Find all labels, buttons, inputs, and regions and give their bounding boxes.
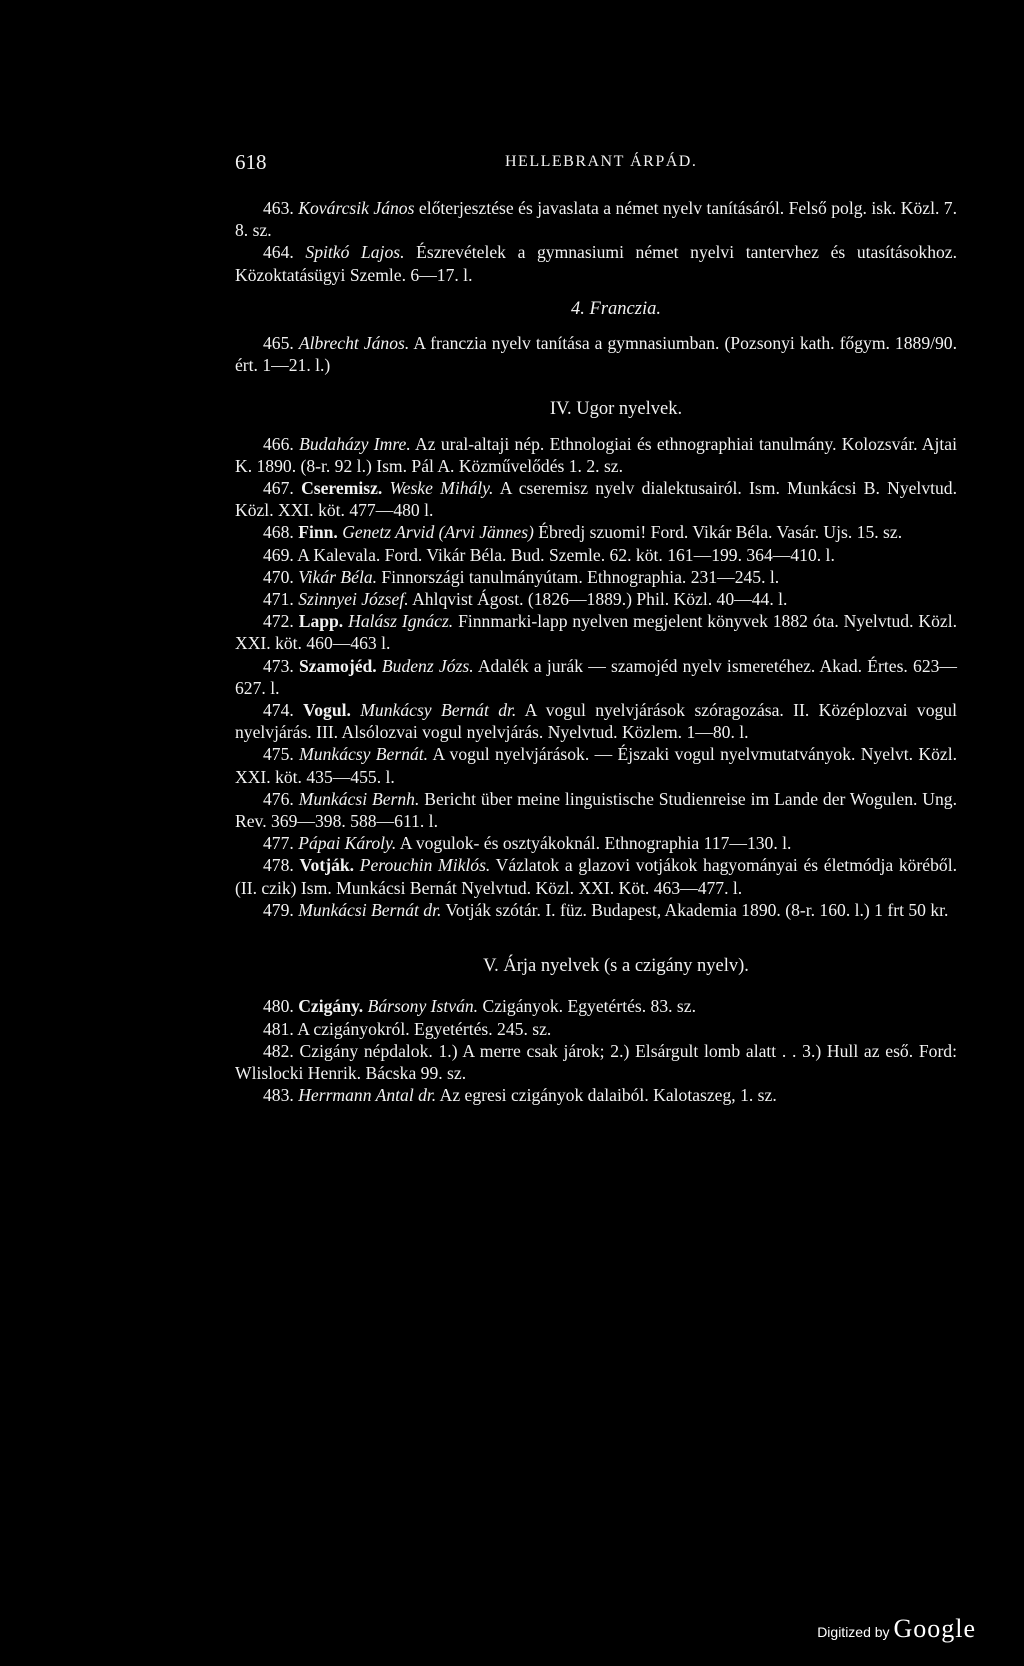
entry-author: Genetz Arvid (Arvi Jännes) bbox=[342, 522, 534, 543]
entry-author: Munkácsi Bernát dr. bbox=[298, 899, 442, 920]
entry-text: Bericht über meine linguistische Studienreise im Lande der Wogulen. Ung. Rev. 369—398. 588—611. l. bbox=[235, 788, 957, 832]
entry-number: 479. bbox=[263, 899, 294, 920]
bibliography-entry bbox=[235, 743, 957, 787]
entry-author: Szinnyei József. bbox=[298, 589, 409, 610]
bibliography-entry bbox=[235, 995, 957, 1017]
entry-text: Ébredj szuomi! Ford. Vikár Béla. Vasár. Ujs. 15. sz. bbox=[533, 522, 903, 543]
entry-author: Kovárcsik János bbox=[298, 198, 415, 218]
entry-text: Czigány népdalok. 1.) A merre csak járok; 2.) Elsárgult lomb alatt . . 3.) Hull az eső. Ford: Wlislocki Henrik. Bácska 99. sz. bbox=[235, 1040, 957, 1083]
entry-number: 476. bbox=[263, 788, 294, 809]
entry-text: Vázlatok a glazovi votjákok hagyományai és életmódja köréből. (II. czik) Ism. Munkácsi Bernát Nyelvtud. Közl. XXI. Köt. 463—477. l. bbox=[235, 855, 957, 898]
entry-group-ugor bbox=[235, 433, 957, 921]
entry-number: 467. bbox=[263, 478, 294, 499]
bibliography-entry bbox=[235, 521, 957, 543]
entry-text: Finnmarki-lapp nyelven megjelent könyvek 1882 óta. Nyelvtud. Közl. XXI. köt. 460—463 l. bbox=[235, 611, 957, 654]
entry-category: Cseremisz. bbox=[301, 478, 383, 499]
entry-number: 477. bbox=[263, 833, 294, 854]
entry-number: 472. bbox=[263, 611, 294, 632]
bibliography-entry bbox=[235, 1040, 957, 1084]
entry-text: Votják szótár. I. füz. Budapest, Akademia 1890. (8-r. 160. l.) 1 frt 50 kr. bbox=[441, 899, 949, 920]
entry-number: 478. bbox=[263, 855, 294, 876]
page-number: 618 bbox=[235, 150, 267, 174]
bibliography-entry bbox=[235, 699, 957, 743]
page-body bbox=[235, 197, 957, 1106]
entry-number: 470. bbox=[263, 566, 294, 587]
bibliography-entry bbox=[235, 197, 957, 241]
entry-author: Budenz Józs. bbox=[381, 655, 474, 676]
entry-text: A cseremisz nyelv dialektusairól. Ism. Munkácsi B. Nyelvtud. Közl. XXI. köt. 477—480 l. bbox=[235, 478, 957, 521]
entry-text: A vogul nyelvjárások. — Éjszaki vogul nyelvmutatványok. Nyelvt. Közl. XXI. köt. 435—455. l. bbox=[235, 744, 957, 787]
bibliography-entry bbox=[235, 544, 957, 566]
entry-number: 481. bbox=[263, 1018, 294, 1039]
entry-number: 469. bbox=[263, 544, 294, 565]
entry-author: Herrmann Antal dr. bbox=[298, 1085, 437, 1106]
bibliography-entry bbox=[235, 655, 957, 699]
running-head: HELLEBRANT ÁRPÁD. bbox=[505, 153, 698, 170]
entry-text: A franczia nyelv tanítása a gymnasiumban. (Pozsonyi kath. főgym. 1889/90. ért. 1—21. l.) bbox=[235, 333, 958, 376]
entry-author: Perouchin Miklós. bbox=[359, 855, 491, 876]
entry-text: A vogulok- és osztyákoknál. Ethnographia 117—130. l. bbox=[396, 833, 792, 854]
bibliography-entry bbox=[235, 832, 957, 854]
bibliography-entry bbox=[235, 241, 957, 285]
entry-author: Munkácsi Bernh. bbox=[298, 788, 420, 809]
bibliography-entry bbox=[235, 788, 957, 832]
entry-number: 480. bbox=[263, 996, 294, 1017]
bibliography-entry bbox=[235, 854, 957, 898]
bibliography-entry bbox=[235, 1084, 957, 1106]
bibliography-entry bbox=[235, 433, 957, 477]
entry-text: Finnországi tanulmányútam. Ethnographia. 231—245. l. bbox=[377, 566, 780, 587]
section-heading-arja: V. Árja nyelvek (s a czigány nyelv). bbox=[483, 956, 749, 977]
entry-author: Bársony István. bbox=[367, 996, 479, 1017]
bibliography-entry bbox=[235, 566, 957, 588]
entry-text: Adalék a jurák — szamojéd nyelv ismeretéhez. Akad. Értes. 623—627. l. bbox=[235, 655, 958, 698]
entry-text: Ahlqvist Ágost. (1826—1889.) Phil. Közl. 40—44. l. bbox=[408, 589, 788, 610]
entry-author: Budaházy Imre. bbox=[299, 433, 411, 454]
entry-author: Pápai Károly. bbox=[298, 833, 397, 854]
entry-number: 465. bbox=[263, 333, 294, 354]
entry-category: Szamojéd. bbox=[299, 655, 377, 676]
entry-author: Spitkó Lajos. bbox=[305, 242, 405, 263]
entry-text: A Kalevala. Ford. Vikár Béla. Bud. Szemle. 62. köt. 161—199. 364—410. l. bbox=[297, 544, 835, 565]
entry-number: 474. bbox=[263, 700, 294, 721]
section-heading-franczia: 4. Franczia. bbox=[571, 298, 661, 319]
bibliography-entry bbox=[235, 332, 957, 376]
bibliography-entry bbox=[235, 1018, 957, 1040]
entry-category: Lapp. bbox=[298, 611, 344, 632]
entry-text: előterjesztése és javaslata a német nyelv tanításáról. Felső polg. isk. Közl. 7. 8. sz. bbox=[235, 198, 958, 241]
entry-number: 466. bbox=[263, 433, 294, 454]
google-logo: Google bbox=[893, 1614, 976, 1643]
entry-text: Az egresi czigányok dalaiból. Kalotaszeg, 1. sz. bbox=[436, 1085, 777, 1106]
entry-group-arja bbox=[235, 995, 957, 1106]
entry-number: 473. bbox=[263, 655, 294, 676]
entry-text: Az ural-altaji nép. Ethnologiai és ethnographiai tanulmány. Kolozsvár. Ajtai K. 1890. (8-r. 92 l.) Ism. Pál A. Közművelődés 1. 2. sz. bbox=[235, 433, 957, 476]
entry-group-franczia bbox=[235, 332, 957, 376]
digitized-footer bbox=[817, 1614, 976, 1644]
entry-category: Vogul. bbox=[303, 700, 351, 721]
entry-number: 483. bbox=[263, 1085, 294, 1106]
section-heading-ugor: IV. Ugor nyelvek. bbox=[549, 399, 683, 420]
entry-author: Munkácsy Bernát. bbox=[299, 744, 429, 765]
entry-number: 482. bbox=[263, 1040, 294, 1061]
digitized-by-text: Digitized by bbox=[817, 1624, 890, 1640]
entry-author: Halász Ignácz. bbox=[348, 611, 454, 632]
entry-category: Finn. bbox=[298, 522, 338, 543]
bibliography-entry bbox=[235, 477, 957, 521]
entry-author: Munkácsy Bernát dr. bbox=[360, 700, 517, 721]
bibliography-entry bbox=[235, 588, 957, 610]
bibliography-entry bbox=[235, 610, 957, 654]
entry-number: 468. bbox=[263, 522, 294, 543]
entry-group-german bbox=[235, 197, 957, 286]
bibliography-entry bbox=[235, 899, 957, 921]
entry-number: 463. bbox=[263, 198, 294, 218]
entry-number: 464. bbox=[263, 242, 294, 263]
entry-author: Albrecht János. bbox=[298, 333, 410, 354]
entry-text: A vogul nyelvjárások szóragozása. II. Középlozvai vogul nyelvjárás. III. Alsólozvai vogul nyelvjárás. Nyelvtud. Közlem. 1—80. l. bbox=[235, 700, 957, 743]
entry-text: A czigányokról. Egyetértés. 245. sz. bbox=[297, 1018, 552, 1039]
entry-number: 475. bbox=[263, 744, 294, 765]
entry-number: 471. bbox=[263, 589, 294, 610]
entry-category: Czigány. bbox=[298, 996, 364, 1017]
entry-author: Weske Mihály. bbox=[389, 478, 494, 499]
entry-text: Czigányok. Egyetértés. 83. sz. bbox=[478, 996, 696, 1017]
entry-text: Észrevételek a gymnasiumi német nyelvi tantervhez és utasításokhoz. Közoktatásügyi Szemle. 6—17. l. bbox=[235, 242, 958, 285]
entry-category: Votják. bbox=[299, 855, 355, 876]
entry-author: Vikár Béla. bbox=[298, 566, 378, 587]
